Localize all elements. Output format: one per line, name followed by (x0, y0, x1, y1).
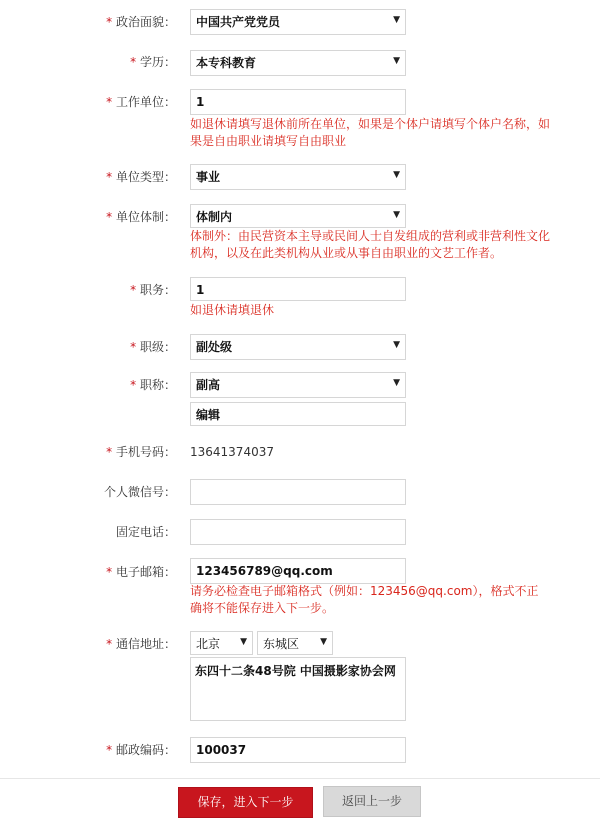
unit-type-label: * 单位类型： (106, 170, 176, 184)
postcode-label: * 邮政编码： (106, 743, 176, 757)
landline-label: 固定电话： (115, 525, 176, 539)
footer-divider (0, 778, 600, 779)
mobile-label: * 手机号码： (106, 445, 176, 459)
political-status-select[interactable]: 中国共产党党员 ▼ (190, 9, 406, 35)
work-unit-hint: 如退休请填写退休前所在单位，如果是个体户请填写个体户名称，如果是自由职业请填写自由职业 (190, 117, 551, 148)
work-unit-label: * 工作单位： (106, 95, 176, 109)
education-label: * 学历： (130, 55, 176, 69)
title-select[interactable]: 副高 ▼ (190, 372, 406, 398)
chevron-down-icon: ▼ (393, 340, 400, 350)
rank-select[interactable]: 副处级 ▼ (190, 334, 406, 360)
work-unit-input[interactable]: 1 (190, 89, 406, 115)
back-button[interactable]: 返回上一步 (323, 786, 421, 817)
title-specialty-input[interactable]: 编辑 (190, 402, 406, 426)
rank-label: * 职级： (130, 340, 176, 354)
political-status-label: * 政治面貌： (106, 15, 176, 29)
landline-input[interactable] (190, 519, 406, 545)
chevron-down-icon: ▼ (393, 15, 400, 25)
province-select[interactable]: 北京 ▼ (190, 631, 253, 655)
chevron-down-icon: ▼ (393, 378, 400, 388)
chevron-down-icon: ▼ (393, 210, 400, 220)
district-select[interactable]: 东城区 ▼ (257, 631, 333, 655)
address-detail-textarea[interactable]: 东四十二条48号院 中国摄影家协会网 (190, 657, 406, 721)
chevron-down-icon: ▼ (320, 637, 327, 647)
unit-type-select[interactable]: 事业 ▼ (190, 164, 406, 190)
position-label: * 职务： (130, 283, 176, 297)
unit-system-select[interactable]: 体制内 ▼ (190, 204, 406, 228)
email-input[interactable]: 123456789@qq.com (190, 558, 406, 584)
unit-system-label: * 单位体制： (106, 210, 176, 224)
wechat-label: 个人微信号： (103, 485, 176, 499)
chevron-down-icon: ▼ (393, 170, 400, 180)
title-label: * 职称： (130, 378, 176, 392)
wechat-input[interactable] (190, 479, 406, 505)
position-hint: 如退休请填退休 (190, 303, 275, 317)
save-next-button[interactable]: 保存，进入下一步 (178, 787, 313, 818)
email-label: * 电子邮箱： (106, 565, 176, 579)
postcode-input[interactable]: 100037 (190, 737, 406, 763)
education-select[interactable]: 本专科教育 ▼ (190, 50, 406, 76)
email-hint: 请务必检查电子邮箱格式（例如：123456@qq.com），格式不正确将不能保存进入下一步。 (190, 584, 539, 615)
address-label: * 通信地址： (106, 637, 176, 651)
unit-system-hint: 体制外：由民营资本主导或民间人士自发组成的营利或非营利性文化机构，以及在此类机构从业或从事自由职业的文艺工作者。 (190, 229, 551, 260)
mobile-value: 13641374037 (190, 445, 274, 459)
position-input[interactable]: 1 (190, 277, 406, 301)
chevron-down-icon: ▼ (393, 56, 400, 66)
chevron-down-icon: ▼ (240, 637, 247, 647)
